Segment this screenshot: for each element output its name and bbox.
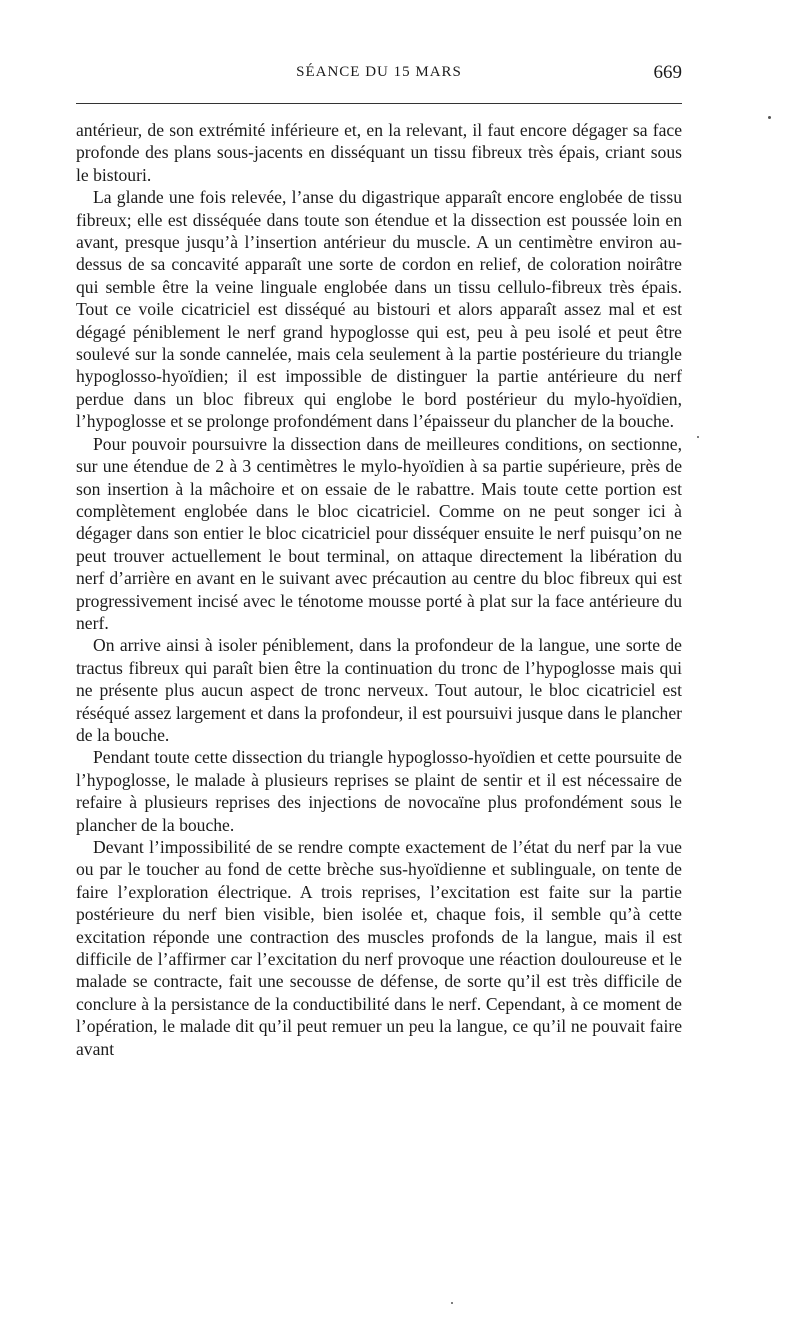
speck-mark <box>768 116 771 119</box>
speck-mark <box>697 436 699 438</box>
body-text <box>76 119 682 1060</box>
running-title: SÉANCE DU 15 MARS <box>296 64 462 80</box>
paragraph-4: On arrive ainsi à isoler péniblement, dans la profondeur de la langue, une sorte de tractus fibreux qui paraît bien être la continuation du tronc de l’hypoglosse mais qui ne présente plus aucun aspect de tronc nerveux. Tout autour, le bloc cicatriciel est réséqué assez largement et dans la profondeur, il est poursuivi jusque dans le plancher de la bouche. <box>76 635 682 745</box>
paragraph-1: antérieur, de son extrémité inférieure et, en la relevant, il faut encore dégager sa face profonde des plans sous-jacents en disséquant un tissu fibreux très épais, criant sous le bistouri. <box>76 120 682 185</box>
paragraph-3: Pour pouvoir poursuivre la dissection dans de meilleures conditions, on sectionne, sur une étendue de 2 à 3 centimètres le mylo-hyoïdien à sa partie supérieure, près de son insertion à la mâchoire et on essaie de le rabattre. Mais toute cette portion est complètement englobée dans le bloc cicatriciel. Comme on ne peut songer ici à dégager dans son entier le bloc cicatriciel pour disséquer ensuite le nerf puisqu’on ne peut trouver actuellement le bout terminal, on attaque directement la libération du nerf d’arrière en avant en le suivant avec précaution au centre du bloc fibreux qui est progressivement incisé avec le ténotome mousse porté à plat sur la face antérieure du nerf. <box>76 433 682 633</box>
paragraph-5: Pendant toute cette dissection du triangle hypoglosso-hyoïdien et cette poursuite de l’hypoglosse, le malade à plusieurs reprises se plaint de sentir et il est nécessaire de refaire à plusieurs reprises des injections de novocaïne plus profondément sous le plancher de la bouche. <box>76 747 682 835</box>
header-rule <box>76 103 682 104</box>
page-header <box>76 64 682 92</box>
paragraph-6: Devant l’impossibilité de se rendre compte exactement de l’état du nerf par la vue ou par le toucher au fond de cette brèche sus-hyoïdienne et sublinguale, on tente de faire l’exploration électrique. A trois reprises, l’excitation est faite sur la partie postérieure du nerf bien visible, bien isolée et, chaque fois, il semble qu’à cette excitation réponde une contraction des muscles profonds de la langue, mais il est difficile de l’affirmer car l’excitation du nerf provoque une réaction douloureuse et le malade se contracte, fait une secousse de défense, de sorte qu’il est très difficile de conclure à la persistance de la conductibilité dans le nerf. Cependant, à ce moment de l’opération, le malade dit qu’il peut remuer un peu la langue, ce qu’il ne pouvait faire avant <box>76 837 682 1059</box>
paragraph-2: La glande une fois relevée, l’anse du digastrique apparaît encore englobée de tissu fibreux; elle est disséquée dans toute son étendue et la dissection est poussée loin en avant, presque jusqu’à l’insertion antérieur du muscle. A un centimètre environ au-dessus de sa concavité apparaît une sorte de cordon en relief, de coloration noirâtre qui semble être la veine linguale englobée dans un tissu cellulo-fibreux très épais. Tout ce voile cicatriciel est disséqué au bistouri et alors apparaît assez mal et est dégagé péniblement le nerf grand hypoglosse qui est, peu à peu isolé et peut être soulevé sur la sonde cannelée, mais cela seulement à la partie postérieure du triangle hypoglosso-hyoïdien; il est impossible de distinguer la partie antérieure du nerf perdue dans un bloc fibreux qui englobe le bord postérieur du mylo-hyoïdien, l’hypoglosse et se prolonge profondément dans l’épaisseur du plancher de la bouche. <box>76 187 682 432</box>
page-number: 669 <box>653 62 682 83</box>
speck-mark <box>451 1302 453 1304</box>
